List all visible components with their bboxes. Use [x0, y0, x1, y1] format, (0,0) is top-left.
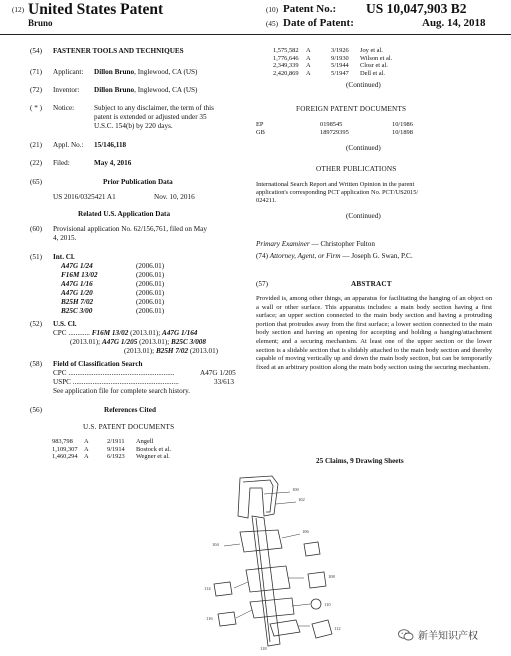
- cpc-line-3-prefix: (2013.01);: [124, 347, 156, 355]
- filed-label: Filed:: [53, 159, 70, 167]
- ref-patent-number: 1,575,582: [273, 47, 299, 54]
- ref-date: 3/1926: [331, 47, 349, 54]
- drawing-hanger: [270, 620, 300, 636]
- filed-code: (22): [30, 159, 42, 167]
- ref-date: 9/1914: [107, 445, 125, 453]
- ref-kind: A: [306, 54, 311, 62]
- cpc-class-d: B25C 3/008: [171, 338, 206, 346]
- ref-patent-number: 983,798: [52, 438, 73, 445]
- drawing-ref-label: 108: [328, 574, 335, 579]
- continued-2: (Continued): [346, 144, 381, 152]
- applicant: [94, 68, 197, 77]
- intcl-class: A47G 1/24: [61, 262, 93, 270]
- cpc-class-e-version: (2013.01): [188, 347, 219, 355]
- cpc-class-a: F16M 13/02: [91, 329, 129, 337]
- attorney-label: Attorney, Agent, or Firm: [269, 252, 341, 260]
- ref-kind: A: [84, 438, 89, 445]
- field-uspc-dots: ...........................................................: [70, 378, 179, 386]
- prov-line-1: Provisional application No. 62/156,761, filed on May: [53, 225, 207, 233]
- refs-heading: References Cited: [104, 406, 156, 414]
- examiner-label: Primary Examiner: [256, 240, 310, 248]
- ref-name: Dell et al.: [360, 69, 386, 77]
- appl-number: 15/146,118: [94, 141, 127, 149]
- ref-patent-number: 1,776,646: [273, 54, 299, 62]
- applicant-location: , Inglewood, CA (US): [134, 68, 198, 76]
- intcl-class: A47G 1/16: [61, 280, 93, 288]
- examiner-name: — Christopher Fulton: [309, 240, 375, 248]
- us-docs-heading: U.S. PATENT DOCUMENTS: [83, 423, 175, 431]
- drawing-ref-label: 110: [324, 602, 331, 607]
- field-cpc-value: A47G 1/205: [200, 369, 236, 377]
- examiner-line: [256, 240, 375, 249]
- drawing-ref-label: 106: [302, 529, 309, 534]
- drawing-ref-label: 112: [334, 626, 341, 631]
- attorney-name: — Joseph G. Swan, P.C.: [340, 252, 413, 260]
- ref-kind: A: [84, 453, 89, 460]
- intcl-label: Int. Cl.: [53, 253, 75, 261]
- ref-name: Joy et al.: [360, 47, 383, 54]
- drawing-part-c: [312, 620, 332, 638]
- ref-date: 2/1911: [107, 438, 125, 445]
- cpc-dots: ............: [66, 329, 90, 337]
- cpc-line-2-prefix: (2013.01);: [70, 338, 102, 346]
- drawing-ref-label: 102: [298, 497, 305, 502]
- intcl-version: (2006.01): [136, 262, 165, 270]
- notice-line-3: U.S.C. 154(b) by 220 days.: [94, 122, 173, 130]
- foreign-country: EP: [256, 121, 264, 128]
- intcl-version: (2006.01): [136, 280, 165, 288]
- ref-kind: A: [84, 445, 89, 453]
- ref-name: Bostock et al.: [136, 445, 171, 453]
- drawing-screw: [311, 599, 321, 609]
- abstract-text: Provided is, among other things, an apparatus for facilitating the hanging of an object on a wall or other surface. This apparatus includes: a main body section having a first surface; an upper section connected to the main body section and having a protruding portion that protrudes away from the first surface; a lower section connected to the main body section and having an opening for accepting and holding a hanging/attachment element; and a securing mechanism. At least one of the upper section or the lower section is a slidable section that is slidably attached to the main body section and thereby capable of moving vertically up and down the main body section, but can be temporarily fixed at an arbitrary position along the main body section using the securing mechanism.: [256, 295, 492, 371]
- field-uspc-value: 33/613: [214, 378, 234, 386]
- drawing-part-e: [218, 612, 236, 626]
- claims-summary: 25 Claims, 9 Drawing Sheets: [316, 457, 404, 465]
- date-of-patent-label: Date of Patent:: [283, 17, 354, 29]
- drawing-securing-block: [250, 598, 294, 618]
- field-note: See application file for complete search history.: [53, 387, 191, 395]
- intcl-code: (51): [30, 253, 42, 261]
- foreign-date: 10/1986: [392, 121, 413, 128]
- intcl-version: (2006.01): [136, 298, 165, 306]
- abstract-code: (57): [256, 280, 268, 288]
- inventor-location: , Inglewood, CA (US): [134, 86, 198, 94]
- drawing-part-a: [304, 542, 320, 556]
- ref-patent-number: 1,109,307: [52, 445, 78, 453]
- cpc-line-2: [70, 338, 206, 347]
- uscl-code: (52): [30, 320, 42, 328]
- watermark-text: 新羊知识产权: [418, 631, 478, 642]
- wechat-icon: [398, 629, 414, 641]
- ref-date: 5/1947: [331, 69, 349, 77]
- intcl-class: A47G 1/20: [61, 289, 93, 297]
- patent-no-label: Patent No.:: [283, 3, 337, 15]
- prior-pub-heading: Prior Publication Data: [103, 178, 173, 186]
- drawing-ref-label: 114: [204, 586, 211, 591]
- drawing-body-slot: [256, 518, 270, 642]
- ref-date: 6/1923: [107, 453, 125, 460]
- header-left-code: (12): [12, 6, 24, 14]
- drawing-upper-slider: [240, 530, 282, 552]
- foreign-country: GB: [256, 129, 265, 136]
- ref-patent-number: 1,460,294: [52, 453, 78, 460]
- other-pubs-heading: OTHER PUBLICATIONS: [316, 165, 397, 173]
- field-uspc-label: USPC: [53, 378, 71, 386]
- cpc-class-c-version: (2013.01);: [137, 338, 172, 346]
- field-cpc-label: CPC: [53, 369, 67, 377]
- intcl-class: B25H 7/02: [61, 298, 94, 306]
- related-heading: Related U.S. Application Data: [78, 210, 171, 218]
- notice-line-1: Subject to any disclaimer, the term of this: [94, 104, 214, 112]
- invention-title: FASTENER TOOLS AND TECHNIQUES: [53, 47, 184, 55]
- applicant-label: Applicant:: [53, 68, 84, 76]
- ref-kind: A: [306, 69, 311, 77]
- ref-kind: A: [306, 47, 311, 54]
- appl-code: (21): [30, 141, 42, 149]
- inventor-code: (72): [30, 86, 42, 94]
- drawing-lower-slider: [246, 566, 290, 592]
- attorney-code: (74): [256, 252, 268, 260]
- date-code: (45): [266, 20, 278, 28]
- patent-office-title: United States Patent: [28, 1, 164, 18]
- intcl-version: (2006.01): [136, 271, 165, 279]
- notice-label: Notice:: [53, 104, 75, 112]
- date-of-patent: Aug. 14, 2018: [422, 17, 486, 29]
- field-uspc-line: [53, 378, 238, 387]
- watermark: [398, 627, 478, 642]
- intcl-version: (2006.01): [136, 289, 165, 297]
- foreign-date: 10/1898: [392, 129, 413, 136]
- other-pub-line-3: 024211.: [256, 197, 277, 204]
- drawing-part-b: [308, 572, 326, 588]
- intcl-version: (2006.01): [136, 307, 165, 315]
- other-pub-line-2: application's corresponding PCT application No. PCT/US2015/: [256, 189, 419, 196]
- cpc-class-c: A47G 1/205: [101, 338, 138, 346]
- intcl-class: F16M 13/02: [61, 271, 98, 279]
- drawing-part-d: [214, 582, 232, 596]
- continued-1: (Continued): [346, 81, 381, 89]
- foreign-number: 189729395: [320, 129, 349, 136]
- prov-code: (60): [30, 225, 42, 233]
- cpc-class-e: B25H 7/02: [155, 347, 189, 355]
- drawing-ref-label: 104: [212, 542, 219, 547]
- ref-name: Wegner et al.: [136, 453, 170, 460]
- patent-drawing: [200, 474, 380, 652]
- drawing-ref-label: 100: [292, 487, 299, 492]
- ref-kind: A: [306, 62, 311, 69]
- other-pub-line-1: International Search Report and Written Opinion in the parent: [256, 181, 415, 188]
- cpc-class-b: A47G 1/164: [162, 329, 198, 337]
- ref-name: Closr et al.: [360, 62, 388, 69]
- cpc-line-1: [53, 329, 197, 338]
- foreign-number: 0198545: [320, 121, 343, 128]
- ref-name: Wilson et al.: [360, 54, 393, 62]
- cpc-label: CPC: [53, 329, 67, 337]
- inventor: [94, 86, 197, 95]
- notice-code: ( * ): [30, 104, 42, 112]
- inventor-surname: Bruno: [28, 18, 53, 28]
- ref-date: 5/1944: [331, 62, 349, 69]
- drawing-main-body: [252, 516, 280, 646]
- ref-date: 9/1930: [331, 54, 349, 62]
- ref-name: Angell: [136, 438, 154, 445]
- cpc-line-3: [124, 347, 218, 356]
- prior-code: (65): [30, 178, 42, 186]
- field-code: (58): [30, 360, 42, 368]
- header-divider: [0, 34, 511, 35]
- field-cpc-dots: ...........................................................: [66, 369, 175, 377]
- drawing-ref-label: 116: [206, 616, 213, 621]
- foreign-docs-heading: FOREIGN PATENT DOCUMENTS: [296, 105, 407, 113]
- uscl-label: U.S. Cl.: [53, 320, 77, 328]
- appl-label: Appl. No.:: [53, 141, 84, 149]
- inventor-label: Inventor:: [53, 86, 80, 94]
- patent-no-code: (10): [266, 6, 278, 14]
- prior-pub-number: US 2016/0325421 A1: [53, 193, 116, 201]
- drawing-top-loop-inner: [243, 480, 273, 512]
- applicant-name: Dillon Bruno: [94, 68, 135, 76]
- ref-patent-number: 2,349,339: [273, 62, 299, 69]
- inventor-name: Dillon Bruno: [94, 86, 135, 94]
- drawing-ref-label: 118: [260, 646, 267, 651]
- prior-pub-date: Nov. 10, 2016: [154, 193, 195, 201]
- patent-number: US 10,047,903 B2: [366, 1, 467, 16]
- abstract-heading: ABSTRACT: [351, 280, 392, 288]
- filed-date: May 4, 2016: [94, 159, 132, 167]
- attorney-line: [256, 252, 413, 261]
- cpc-class-a-version: (2013.01);: [128, 329, 163, 337]
- refs-code: (56): [30, 406, 42, 414]
- prov-line-2: 4, 2015.: [53, 234, 77, 242]
- notice-line-2: patent is extended or adjusted under 35: [94, 113, 207, 121]
- continued-3: (Continued): [346, 212, 381, 220]
- title-code: (54): [30, 47, 42, 55]
- field-label: Field of Classification Search: [53, 360, 143, 368]
- intcl-class: B25C 3/00: [61, 307, 93, 315]
- ref-patent-number: 2,420,869: [273, 69, 299, 77]
- applicant-code: (71): [30, 68, 42, 76]
